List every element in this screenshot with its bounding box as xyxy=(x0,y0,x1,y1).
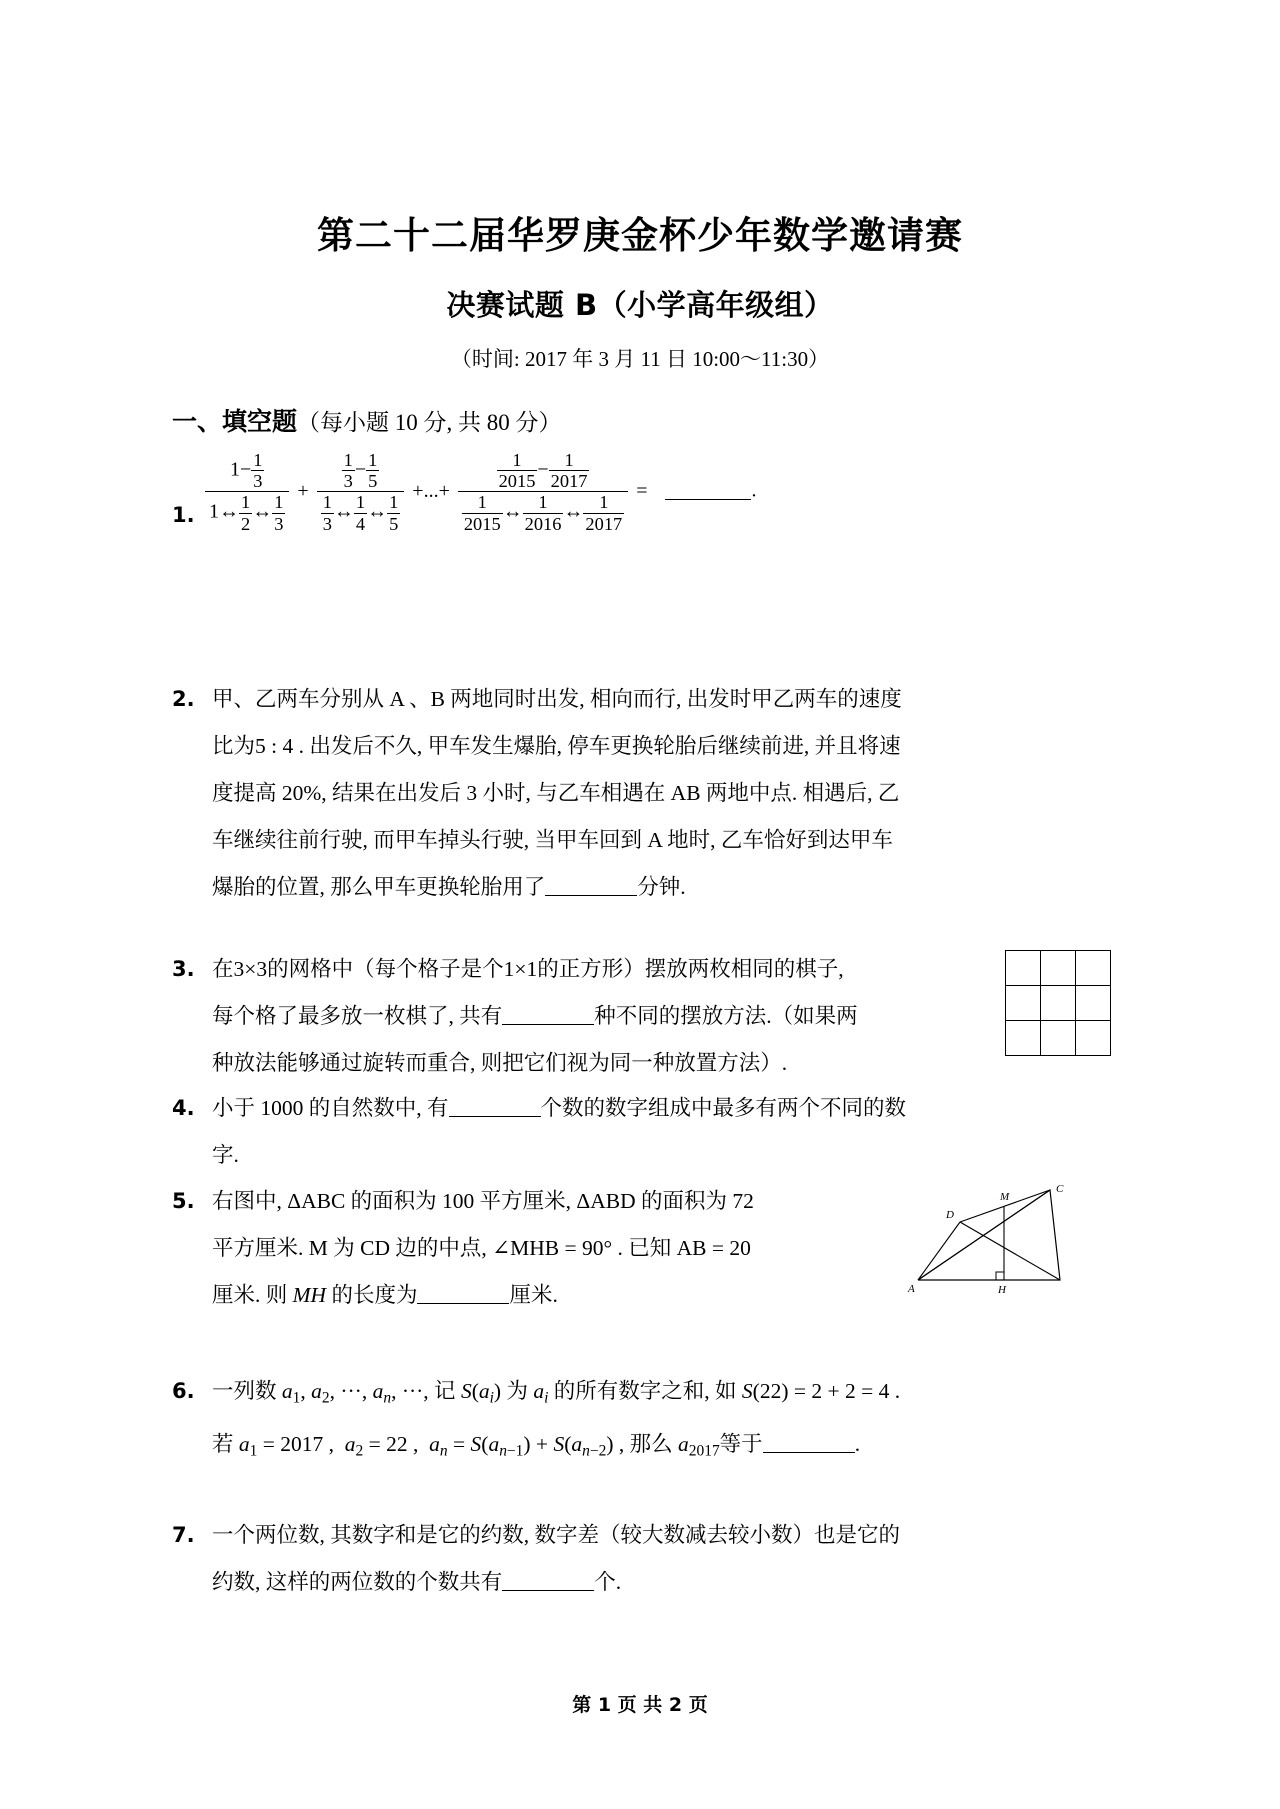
problem-7-line-2: 约数, 这样的两位数的个数共有 个. xyxy=(212,1570,622,1594)
segment-a-d xyxy=(918,1222,960,1280)
problem-6 xyxy=(172,1368,1022,1475)
grid-table xyxy=(1005,950,1111,1056)
answer-blank-4[interactable] xyxy=(449,1095,541,1118)
label-M: M xyxy=(1000,1191,1010,1203)
grid-cell xyxy=(1041,986,1076,1021)
problem-number: 2. xyxy=(172,687,195,711)
grid-cell xyxy=(1006,986,1041,1021)
right-angle-mark xyxy=(996,1272,1004,1280)
problem-number: 6. xyxy=(172,1379,195,1403)
label-A: A xyxy=(908,1283,915,1295)
problem-number: 3. xyxy=(172,957,195,981)
formula-term-1 xyxy=(205,450,289,534)
grid-row xyxy=(1006,986,1111,1021)
problem-2 xyxy=(172,676,972,911)
formula-ellipsis: +...+ xyxy=(412,480,450,503)
answer-blank-6[interactable] xyxy=(763,1431,855,1454)
problem-6-body xyxy=(212,1368,1022,1475)
grid-cell xyxy=(1041,1021,1076,1056)
answer-blank-3[interactable] xyxy=(502,1003,594,1026)
problem-4-line-1: 小于 1000 的自然数中, 有 个数的数字组成中最多有两个不同的数 xyxy=(212,1096,907,1120)
problem-7-body: 一个两位数, 其数字和是它的约数, 数字差（较大数减去较小数）也是它的 约数, 这样的两位数的个数共有 个. xyxy=(212,1512,1002,1606)
segment-d-b xyxy=(960,1222,1060,1280)
term3-denominator: $\frac{1}{2015}$ ↔ $\frac{1}{2016}$ ↔ $\frac{1}{2017}$ xyxy=(463,492,623,534)
problem-5-line-3: 厘米. 则 MH 的长度为 厘米. xyxy=(212,1283,558,1307)
section-note: （每小题 10 分, 共 80 分） xyxy=(297,410,562,435)
problem-number: 1. xyxy=(172,503,195,527)
term1-denominator: 1↔ $\frac{1}{2}$ ↔ $\frac{1}{3}$ xyxy=(209,492,284,534)
answer-blank-1[interactable] xyxy=(665,479,751,500)
problem-2-body: 甲、乙两车分别从 A 、B 两地同时出发, 相向而行, 出发时甲乙两车的速度 比为5 : 4 . 出发后不久, 甲车发生爆胎, 停车更换轮胎后继续前进, 并且将速 度提高 20%, 结果在出发后 3 小时, 与乙车相遇在 AB 两地中点. 相遇后, 乙 车继续往前行驶, 而甲车掉头行驶, 当甲车回到 A 地时, 乙车恰好到达甲车 爆胎的位置, 那么甲车更换轮胎用了 分钟. xyxy=(212,676,972,911)
grid-cell xyxy=(1076,951,1111,986)
problem-6-line-2: 若 $a_1 = 2017$ , $a_2 = 22$ , $a_n = S(a_{n-1}) + S(a_{n-2})$ , 那么 $a_{2017}$等于 . xyxy=(212,1432,861,1460)
exam-time-line: （时间: 2017 年 3 月 11 日 10:00～11:30） xyxy=(450,347,830,371)
problem-6-line-1: 一列数 $a_1$, $a_2$, ···, $a_n$, ···, 记 $S(a_i)$ 为 $a_i$ 的所有数字之和, 如 S(22) = 2 + 2 = 4 . xyxy=(212,1379,901,1407)
problem-4-body: 小于 1000 的自然数中, 有 个数的数字组成中最多有两个不同的数 字. xyxy=(212,1085,992,1179)
problem-3-line-2: 每个格了最多放一枚棋了, 共有 种不同的摆放方法.（如果两 xyxy=(212,1004,858,1028)
answer-blank-5[interactable] xyxy=(417,1282,509,1305)
grid-cell xyxy=(1041,951,1076,986)
problem-number: 5. xyxy=(172,1189,195,1213)
problem-7 xyxy=(172,1512,1002,1606)
triangle-svg xyxy=(900,1180,1090,1295)
problem-3 xyxy=(172,946,992,1087)
problem-5-body: 右图中, ΔABC 的面积为 100 平方厘米, ΔABD 的面积为 72 平方厘米. M 为 CD 边的中点, ∠MHB = 90° . 已知 AB = 20 厘米. 则 MH 的长度为 厘米. xyxy=(212,1178,872,1319)
grid-row xyxy=(1006,1021,1111,1056)
problem-4 xyxy=(172,1085,992,1179)
section-label: 一、填空题 xyxy=(172,407,298,436)
page-footer: 第 1 页 共 2 页 xyxy=(572,1694,708,1716)
answer-blank-7[interactable] xyxy=(502,1569,594,1592)
problem-2-last-line: 爆胎的位置, 那么甲车更换轮胎用了 分钟. xyxy=(212,875,686,899)
grid-cell xyxy=(1076,986,1111,1021)
triangle-outline xyxy=(918,1190,1060,1280)
term2-numerator: $\frac{1}{3}$ − $\frac{1}{5}$ xyxy=(317,450,405,492)
label-H: H xyxy=(998,1284,1006,1295)
formula-plus-1: + xyxy=(297,480,309,503)
formula-period: . xyxy=(751,479,757,502)
grid-cell xyxy=(1076,1021,1111,1056)
grid-cell xyxy=(1006,951,1041,986)
triangle-figure xyxy=(900,1180,1090,1300)
formula-equals: = xyxy=(636,480,648,503)
answer-blank-2[interactable] xyxy=(545,874,637,897)
term1-numerator: 1− $\frac{1}{3}$ xyxy=(205,450,289,492)
section-header xyxy=(172,402,562,438)
problem-3-body: 在3×3的网格中（每个格子是个1×1的正方形）摆放两枚相同的棋子, 每个格了最多放一枚棋了, 共有 种不同的摆放方法.（如果两 种放法能够通过旋转而重合, 则把它们视为同一种放置方法）. xyxy=(212,946,992,1087)
label-D: D xyxy=(946,1209,954,1221)
problem-number: 4. xyxy=(172,1096,195,1120)
segment-a-c xyxy=(918,1190,1050,1280)
grid-cell xyxy=(1006,1021,1041,1056)
problem-5 xyxy=(172,1178,872,1319)
term2-denominator: $\frac{1}{3}$ ↔ $\frac{1}{4}$ ↔ $\frac{1}{5}$ xyxy=(322,492,399,534)
term3-numerator: $\frac{1}{2015}$ − $\frac{1}{2017}$ xyxy=(458,450,628,492)
problem-1-formula xyxy=(205,450,756,534)
grid-figure-3x3 xyxy=(1005,950,1111,1056)
formula-term-2 xyxy=(317,450,405,534)
page-subtitle: 决赛试题 B（小学高年级组） xyxy=(446,288,834,322)
label-C: C xyxy=(1056,1183,1064,1195)
problem-number: 7. xyxy=(172,1523,195,1547)
grid-row xyxy=(1006,951,1111,986)
page-title: 第二十二届华罗庚金杯少年数学邀请赛 xyxy=(317,214,963,257)
formula-term-3 xyxy=(458,450,628,534)
